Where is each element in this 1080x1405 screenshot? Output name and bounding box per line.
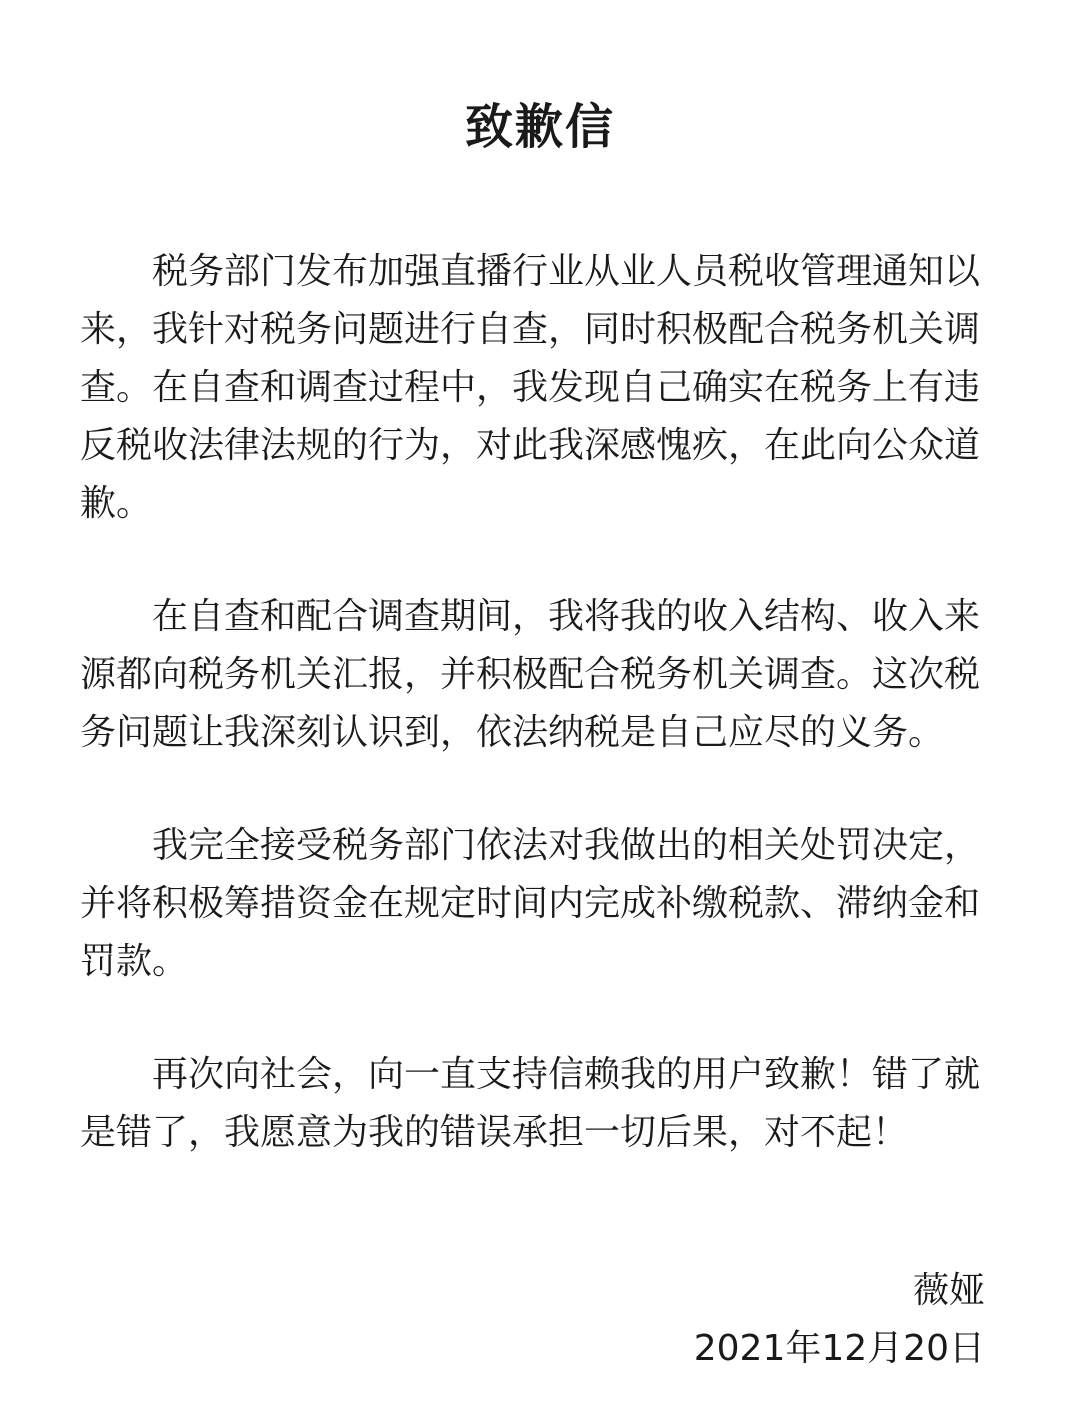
paragraph-2: 在自查和配合调查期间，我将我的收入结构、收入来源都向税务机关汇报，并积极配合税务机关调查。这次税务问题让我深刻认识到，依法纳税是自己应尽的义务。 — [80, 596, 981, 753]
paragraph-4: 再次向社会，向一直支持信赖我的用户致歉！错了就是错了，我愿意为我的错误承担一切后果，对不起！ — [80, 1054, 981, 1153]
signature-name: 薇娅 — [912, 1270, 985, 1311]
signature-date: 2021年12月20日 — [693, 1328, 985, 1369]
paragraph-3: 我完全接受税务部门依法对我做出的相关处罚决定，并将积极筹措资金在规定时间内完成补缴税款、滞纳金和罚款。 — [80, 825, 981, 982]
signature-block — [694, 1262, 985, 1378]
letter-body — [80, 243, 980, 1217]
letter-title: 致歉信 — [464, 99, 615, 155]
paragraph-1: 税务部门发布加强直播行业从业人员税收管理通知以来，我针对税务问题进行自查，同时积极配合税务机关调查。在自查和调查过程中，我发现自己确实在税务上有违反税收法律法规的行为，对此我深感愧疚，在此向公众道歉。 — [80, 251, 981, 524]
